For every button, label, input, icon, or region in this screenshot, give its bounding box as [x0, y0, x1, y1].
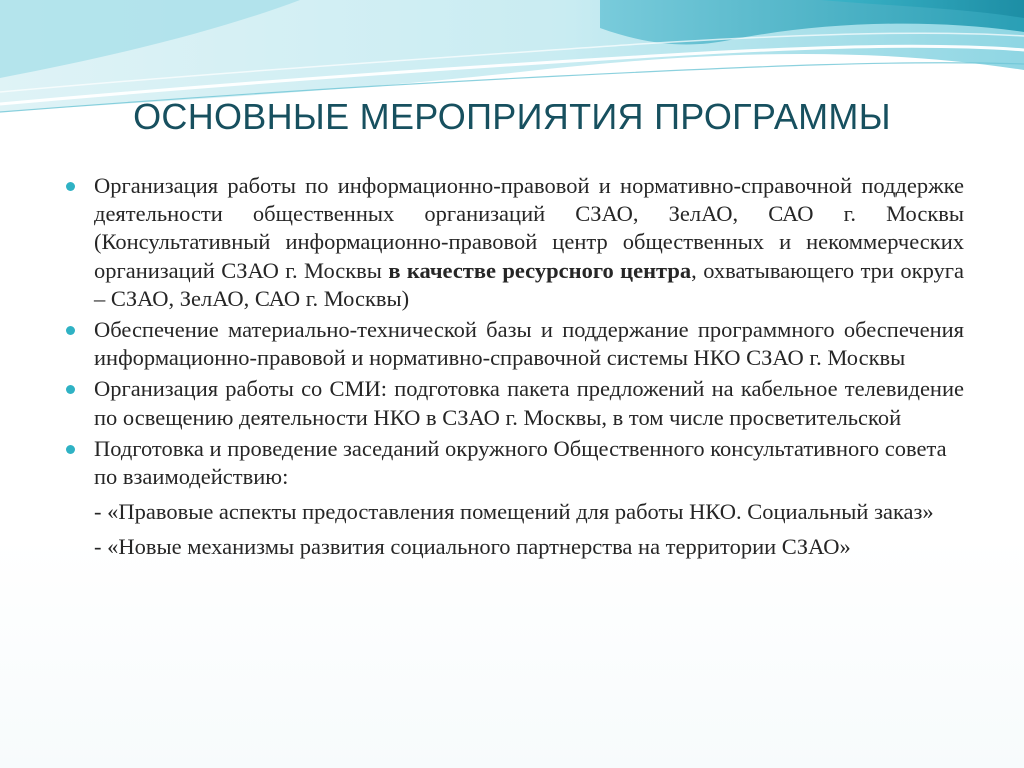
bullet-text: Обеспечение материально-технической базы и поддержание программного обеспечения информационно-правовой и нормативно-справочной системы НКО СЗАО г. Москвы	[94, 317, 964, 371]
bullet-item-council	[66, 435, 964, 491]
bullet-list	[66, 172, 964, 491]
bullet-text-bold: в качестве ресурсного центра	[388, 257, 692, 283]
bullet-text: Подготовка и проведение заседаний окружного Общественного консультативного совета по взаимодействию:	[94, 435, 947, 490]
slide-title: ОСНОВНЫЕ МЕРОПРИЯТИЯ ПРОГРАММЫ	[133, 96, 891, 137]
bullet-text: Организация работы со СМИ: подготовка пакета предложений на кабельное телевидение по освещению деятельности НКО в СЗАО г. Москвы, в том числе просветительской	[94, 376, 964, 430]
bullet-text-part: , охватывающего три округа – СЗАО, ЗелАО, САО г. Москвы)	[94, 257, 964, 311]
bullet-item-media	[66, 375, 964, 431]
sub-item-legal-aspects: - «Правовые аспекты предоставления помещений для работы НКО. Социальный заказ»	[94, 499, 934, 525]
bullet-item-technical-base	[66, 316, 964, 372]
bullet-text-part: Организация работы по информационно-правовой и нормативно-справочной поддержке деятельности общественных организаций СЗАО, ЗелАО, САО г. Москвы (Консультативный информационно-правовой центр общественных и некоммерческих организаций СЗАО г. Москвы	[94, 173, 964, 283]
bullet-content	[66, 172, 964, 562]
bullet-dot-icon	[66, 182, 75, 191]
bullet-item-resource-center	[66, 172, 964, 313]
bullet-dot-icon	[66, 445, 75, 454]
sub-item-partnership: - «Новые механизмы развития социального партнерства на территории СЗАО»	[94, 534, 851, 560]
bullet-dot-icon	[66, 385, 75, 394]
bullet-dot-icon	[66, 326, 75, 335]
